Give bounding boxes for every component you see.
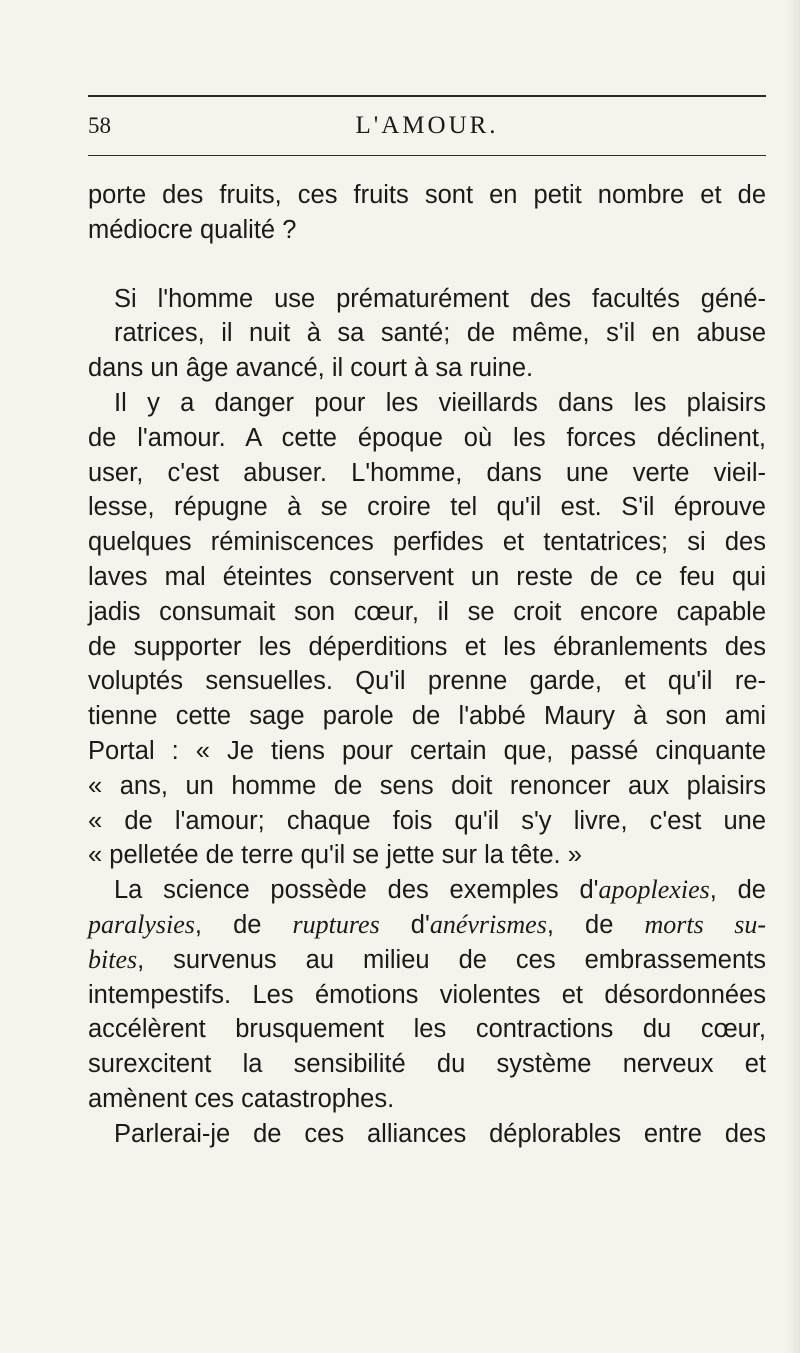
text-line: Si l'homme use prématurément des facultés géné- bbox=[114, 284, 766, 313]
paragraph-1 bbox=[88, 178, 766, 248]
text-line: user, c'est abuser. L'homme, dans une verte vieil- bbox=[88, 458, 766, 487]
text-line: Portal : « Je tiens pour certain que, passé cinquante bbox=[88, 736, 766, 765]
text-line: amènent ces catastrophes. bbox=[88, 1084, 395, 1113]
italic-term: anévrismes bbox=[429, 909, 547, 939]
text-line: de l'amour. A cette époque où les forces déclinent, bbox=[88, 423, 766, 452]
text-line: jadis consumait son cœur, il se croit encore capable bbox=[88, 597, 766, 626]
text-line: Parlerai-je de ces alliances déplorables entre des bbox=[114, 1119, 766, 1148]
text-line: intempestifs. Les émotions violentes et désordonnées bbox=[88, 980, 766, 1009]
text-line bbox=[88, 943, 766, 978]
header-top-rule bbox=[88, 95, 766, 97]
text-run: , de bbox=[546, 910, 645, 939]
text-run: , de bbox=[709, 876, 766, 905]
body-text bbox=[88, 178, 766, 1152]
text-line bbox=[88, 908, 766, 943]
paragraph-2 bbox=[88, 282, 766, 386]
page-header bbox=[88, 108, 766, 144]
text-line: surexcitent la sensibilité du système nerveux et bbox=[88, 1050, 766, 1079]
page-number: 58 bbox=[88, 113, 111, 138]
text-line: ratrices, il nuit à sa santé; de même, s'il en abuse bbox=[114, 319, 766, 348]
italic-term: morts su- bbox=[644, 909, 766, 939]
italic-term: apoplexies bbox=[598, 875, 710, 905]
text-line: dans un âge avancé, il court à sa ruine. bbox=[88, 354, 534, 383]
paragraph-3 bbox=[88, 386, 766, 873]
text-line: porte des fruits, ces fruits sont en petit nombre et de bbox=[88, 181, 766, 209]
text-line: accélèrent brusquement les contractions du cœur, bbox=[88, 1015, 766, 1044]
text-line: tienne cette sage parole de l'abbé Maury à son ami bbox=[88, 702, 766, 731]
text-run: La science possède des exemples d' bbox=[114, 876, 599, 905]
text-line: laves mal éteintes conservent un reste de ce feu qui bbox=[88, 562, 766, 591]
text-run: , survenus au milieu de ces embrassements bbox=[137, 945, 766, 974]
text-line: voluptés sensuelles. Qu'il prenne garde, et qu'il re- bbox=[88, 667, 766, 696]
text-line: Il y a danger pour les vieillards dans les plaisirs bbox=[114, 388, 766, 417]
text-run: d' bbox=[379, 910, 430, 939]
text-line: « pelletée de terre qu'il se jette sur la tête. » bbox=[88, 841, 582, 870]
text-line: « ans, un homme de sens doit renoncer aux plaisirs bbox=[88, 771, 766, 800]
page-edge-shadow bbox=[786, 0, 800, 1353]
paragraph-4 bbox=[88, 873, 766, 1117]
text-line: de supporter les déperditions et les ébranlements des bbox=[88, 632, 766, 661]
italic-term: bites bbox=[88, 944, 138, 974]
text-line: « de l'amour; chaque fois qu'il s'y livre, c'est une bbox=[88, 806, 766, 835]
text-line bbox=[88, 873, 766, 908]
italic-term: paralysies bbox=[88, 909, 195, 939]
text-run: , de bbox=[194, 910, 293, 939]
running-head: L'AMOUR. bbox=[355, 112, 499, 139]
text-line: lesse, répugne à se croire tel qu'il est. S'il éprouve bbox=[88, 493, 766, 522]
text-line: médiocre qualité ? bbox=[88, 215, 297, 244]
header-bottom-rule bbox=[88, 155, 766, 156]
paragraph-5 bbox=[88, 1117, 766, 1152]
text-line: quelques réminiscences perfides et tentatrices; si des bbox=[88, 528, 766, 557]
italic-term: ruptures bbox=[292, 909, 380, 939]
